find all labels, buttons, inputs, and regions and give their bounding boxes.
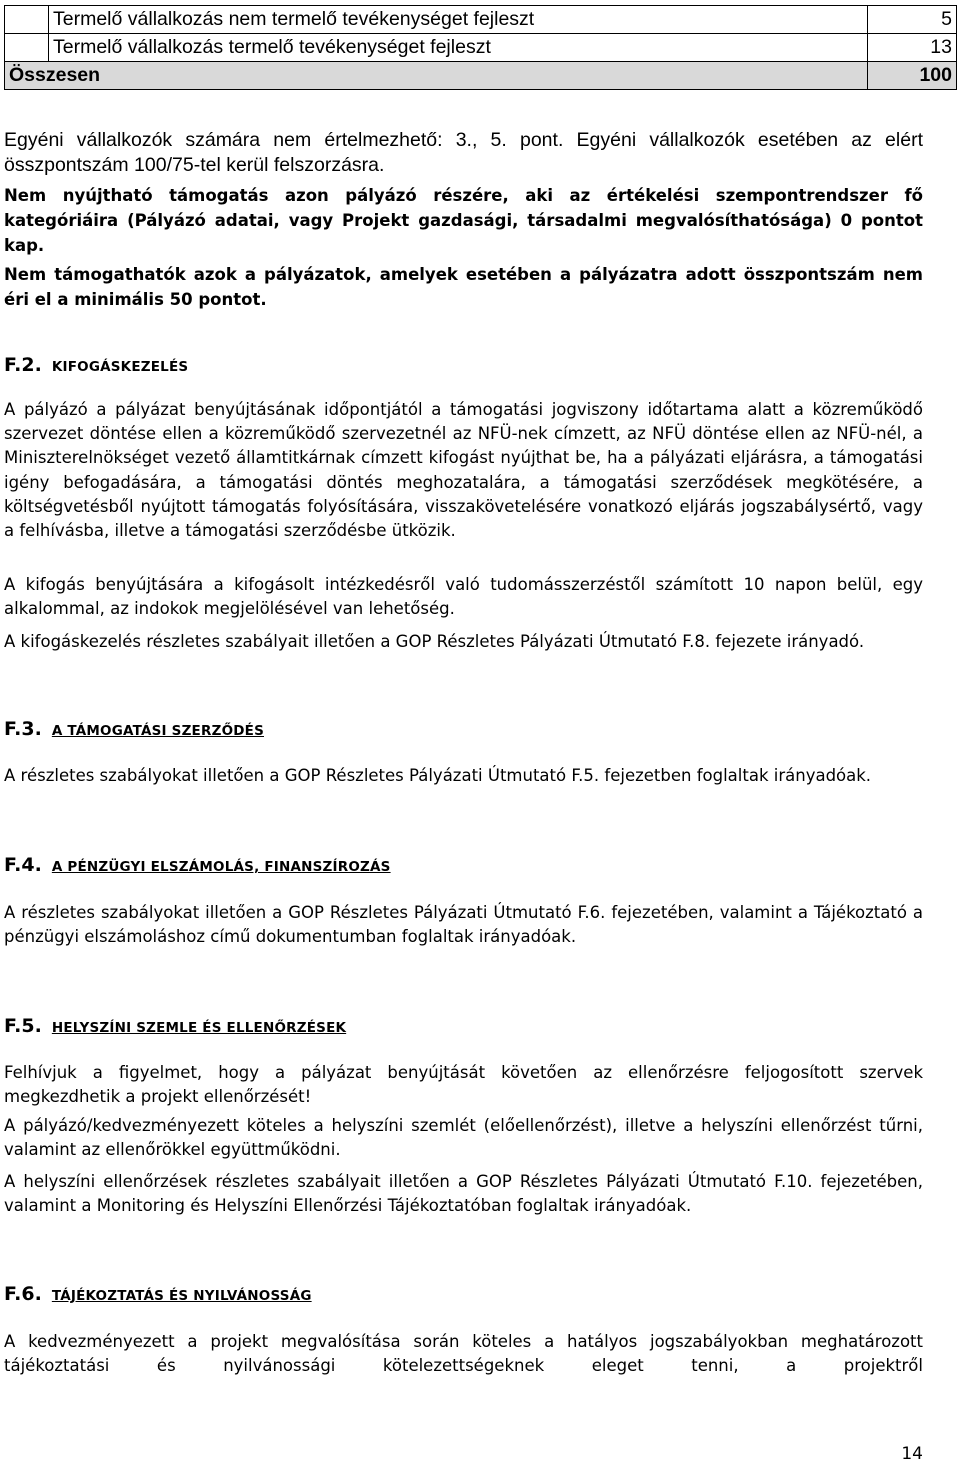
- paragraph: A részletes szabályokat illetően a GOP Részletes Pályázati Útmutató F.6. fejezetében, valamint a Tájékoztató a pénzügyi elszámoláshoz című dokumentumban foglaltak irányadóak.: [4, 903, 923, 947]
- paragraph: A kifogás benyújtására a kifogásolt intézkedésről való tudomásszerzéstől számított 10 napon belül, egy alkalommal, az indokok megjelölésével van lehetőség.: [4, 575, 923, 619]
- table-row: [5, 34, 957, 62]
- section-number: F.4.: [4, 854, 42, 876]
- section-heading-f2: [4, 354, 188, 376]
- section-number: F.3.: [4, 718, 42, 740]
- section-title: TÁJÉKOZTATÁS ÉS NYILVÁNOSSÁG: [51, 1288, 312, 1304]
- section-title: KIFOGÁSKEZELÉS: [51, 359, 189, 375]
- section-title: A PÉNZÜGYI ELSZÁMOLÁS, FINANSZÍROZÁS: [51, 859, 391, 875]
- table-total-label: Összesen: [5, 62, 868, 90]
- table-total-row: [5, 62, 957, 90]
- section-number: F.6.: [4, 1283, 42, 1305]
- paragraph: A részletes szabályokat illetően a GOP Részletes Pályázati Útmutató F.5. fejezetben foglaltak irányadóak.: [4, 766, 872, 785]
- section-number: F.2.: [4, 354, 42, 376]
- note-individual: Egyéni vállalkozók számára nem értelmezhető: 3., 5. pont. Egyéni vállalkozók esetében az elért összpontszám 100/75-tel kerül felszorzásra.: [4, 129, 923, 176]
- paragraph: A pályázó a pályázat benyújtásának időpontjától a támogatási jogviszony időtartama alatt a közreműködő szervezet döntése ellen a közreműködő szervezetnél az NFÜ-nek címzett, az NFÜ döntése ellen az NFÜ-nél, a Miniszterelnökséget vezető államtitkárnak címzett kifogást nyújthat be, ha a pályázati eljárásra, a támogatási igény befogadására, a támogatási döntés meghozatalára, a támogatási szerződések megkötésére, a költségvetésből nyújtott támogatás folyósítására, visszakövetelésére vonatkozó eljárás jogszabálysértő, vagy a felhívásba, illetve a támogatási szerződésbe ütközik.: [4, 400, 923, 541]
- table-row-value: 5: [868, 6, 957, 34]
- note-zero-points: Nem nyújtható támogatás azon pályázó részére, aki az értékelési szempontrendszer fő kategóriáira (Pályázó adatai, vagy Projekt gazdasági, társadalmi megvalósíthatósága) 0 pontot kap.: [4, 186, 923, 255]
- section-heading-f4: [4, 854, 391, 876]
- paragraph: A kedvezményezett a projekt megvalósítása során köteles a hatályos jogszabályokban meghatározott tájékoztatási és nyilvánossági kötelezettségeknek eleget tenni, a projektről: [4, 1332, 923, 1376]
- table-row-value: 13: [868, 34, 957, 62]
- paragraph: A pályázó/kedvezményezett köteles a helyszíni szemlét (előellenőrzést), illetve a helyszíni ellenőrzést tűrni, valamint az ellenőrökkel együttműködni.: [4, 1116, 923, 1160]
- paragraph: A helyszíni ellenőrzések részletes szabályait illetően a GOP Részletes Pályázati Útmutató F.10. fejezetében, valamint a Monitoring és Helyszíni Ellenőrzési Tájékoztatóban foglaltak irányadóak.: [4, 1172, 923, 1216]
- section-heading-f6: [4, 1283, 312, 1305]
- paragraph: A kifogáskezelés részletes szabályait illetően a GOP Részletes Pályázati Útmutató F.8. fejezete irányadó.: [4, 632, 865, 651]
- score-table: [4, 5, 957, 90]
- page-number: 14: [901, 1444, 923, 1464]
- table-row-label: Termelő vállalkozás nem termelő tevékenységet fejleszt: [49, 6, 868, 34]
- table-row: [5, 6, 957, 34]
- section-title: A TÁMOGATÁSI SZERZŐDÉS: [51, 723, 264, 739]
- section-title: HELYSZÍNI SZEMLE ÉS ELLENŐRZÉSEK: [51, 1020, 347, 1036]
- section-heading-f3: [4, 718, 264, 740]
- section-heading-f5: [4, 1015, 346, 1037]
- note-minimum: Nem támogathatók azok a pályázatok, amelyek esetében a pályázatra adott összpontszám nem éri el a minimális 50 pontot.: [4, 265, 923, 309]
- section-number: F.5.: [4, 1015, 42, 1037]
- table-total-value: 100: [868, 62, 957, 90]
- paragraph: Felhívjuk a figyelmet, hogy a pályázat benyújtását követően az ellenőrzésre feljogosított szervek megkezdhetik a projekt ellenőrzését!: [4, 1063, 923, 1107]
- table-row-label: Termelő vállalkozás termelő tevékenységet fejleszt: [49, 34, 868, 62]
